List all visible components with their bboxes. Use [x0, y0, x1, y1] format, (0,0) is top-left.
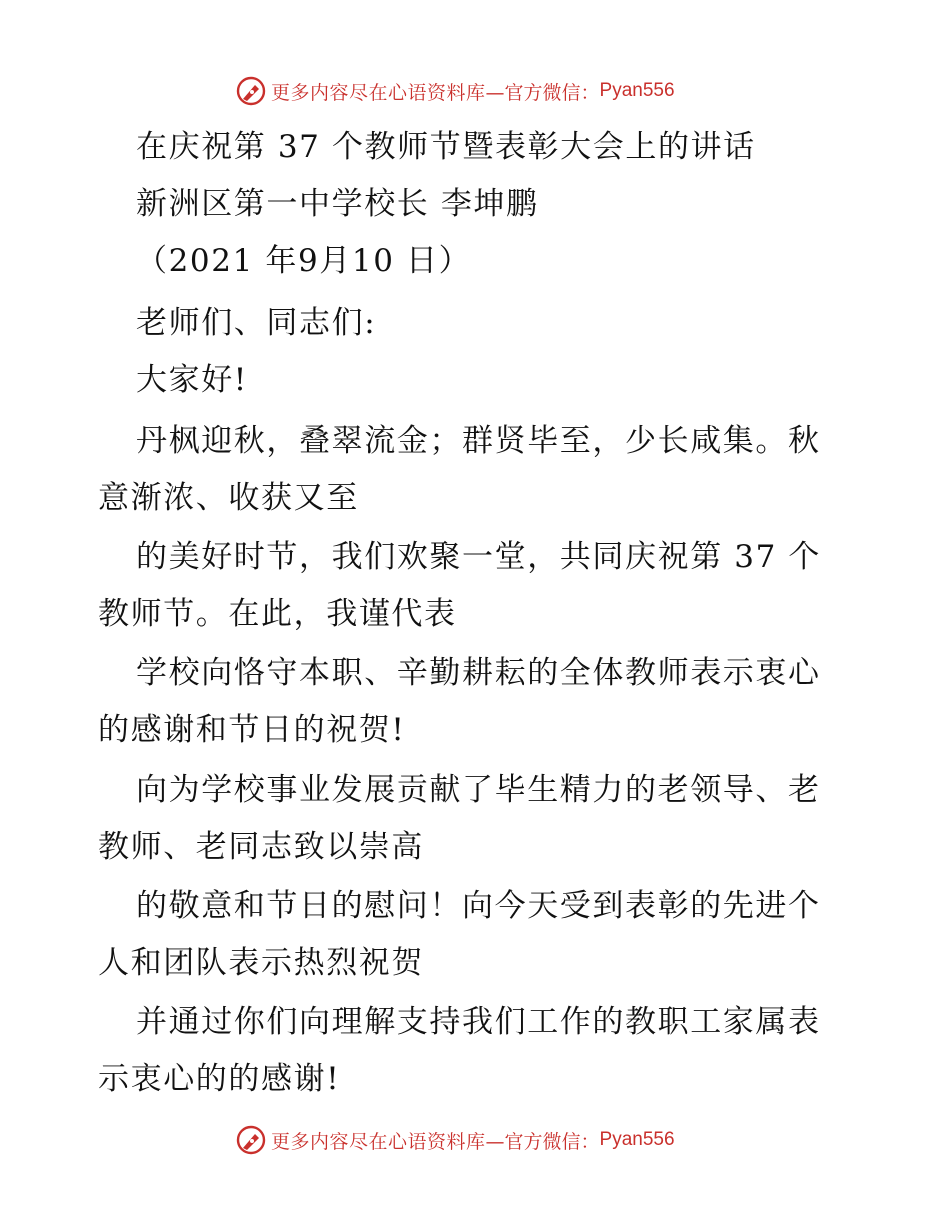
- watermark-brand: 更多内容尽在心语资料库: [271, 1130, 486, 1153]
- body-line: 教师节。在此，我谨代表: [98, 596, 457, 632]
- body-line: 意渐浓、收获又至: [98, 480, 359, 516]
- watermark-footer: [235, 1123, 715, 1157]
- body-line: 的感谢和节日的祝贺!: [98, 712, 406, 748]
- salutation: 老师们、同志们:: [136, 305, 377, 341]
- body-line: 向为学校事业发展贡献了毕生精力的老领导、老: [136, 772, 821, 808]
- watermark-separator: —官方微信：: [485, 81, 600, 104]
- speech-title: 在庆祝第 37 个教师节暨表彰大会上的讲话: [136, 129, 756, 165]
- body-line: 的敬意和节日的慰问！向今天受到表彰的先进个: [136, 888, 821, 924]
- watermark-account: Pyan556: [599, 1129, 675, 1150]
- body-line: 学校向恪守本职、辛勤耕耘的全体教师表示衷心: [136, 655, 821, 691]
- body-line: 丹枫迎秋，叠翠流金；群贤毕至，少长咸集。秋: [136, 423, 821, 459]
- body-line: 的美好时节，我们欢聚一堂，共同庆祝第 37 个: [136, 539, 821, 575]
- watermark-account: Pyan556: [599, 80, 675, 101]
- speech-author: 新洲区第一中学校长 李坤鹏: [136, 186, 539, 222]
- watermark-brand: 更多内容尽在心语资料库: [271, 81, 486, 104]
- body-line: 人和团队表示热烈祝贺: [98, 945, 424, 981]
- body-line: 示衷心的的感谢!: [98, 1061, 341, 1097]
- speech-date: （2021 年9月10 日）: [136, 243, 472, 279]
- watermark-separator: —官方微信：: [485, 1130, 600, 1153]
- body-line: 教师、老同志致以崇高: [98, 829, 424, 865]
- greeting: 大家好!: [136, 362, 248, 398]
- body-line: 并通过你们向理解支持我们工作的教职工家属表: [136, 1004, 821, 1040]
- pen-nib-logo-icon: [235, 1124, 267, 1156]
